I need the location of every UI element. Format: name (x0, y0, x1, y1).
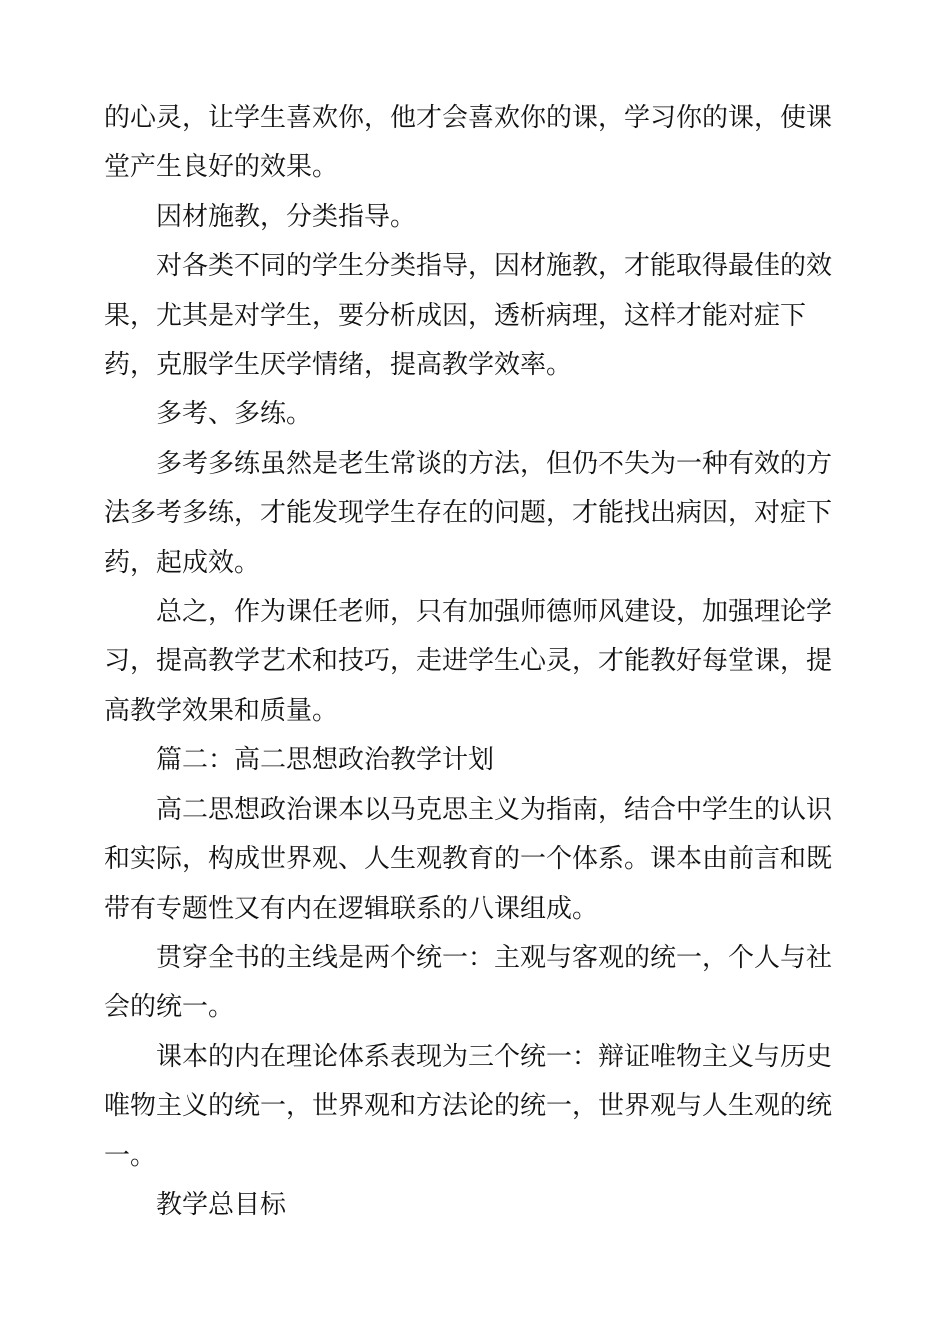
paragraph-10: 课本的内在理论体系表现为三个统一：辩证唯物主义与历史唯物主义的统一，世界观和方法论的统一，世界观与人生观的统一。 (104, 1041, 833, 1171)
paragraph-3: 对各类不同的学生分类指导，因材施教，才能取得最佳的效果，尤其是对学生，要分析成因，透析病理，这样才能对症下药，克服学生厌学情绪，提高教学效率。 (104, 251, 833, 381)
paragraph-1: 的心灵，让学生喜欢你，他才会喜欢你的课，学习你的课，使课堂产生良好的效果。 (104, 103, 833, 183)
paragraph-8: 高二思想政治课本以马克思主义为指南，结合中学生的认识和实际，构成世界观、人生观教育的一个体系。课本由前言和既带有专题性又有内在逻辑联系的八课组成。 (104, 794, 833, 924)
paragraph-11: 教学总目标 (156, 1189, 287, 1220)
paragraph-2: 因材施教，分类指导。 (156, 201, 417, 232)
section-heading: 篇二：高二思想政治教学计划 (156, 745, 495, 776)
paragraph-9: 贯穿全书的主线是两个统一：主观与客观的统一，个人与社会的统一。 (104, 942, 833, 1023)
paragraph-5: 多考多练虽然是老生常谈的方法，但仍不失为一种有效的方法多考多练，才能发现学生存在的问题，才能找出病因，对症下药，起成效。 (104, 448, 833, 578)
document-body (104, 94, 856, 1230)
paragraph-6: 总之，作为课任老师，只有加强师德师风建设，加强理论学习，提高教学艺术和技巧，走进学生心灵，才能教好每堂课，提高教学效果和质量。 (104, 597, 833, 726)
paragraph-4: 多考、多练。 (156, 399, 313, 430)
